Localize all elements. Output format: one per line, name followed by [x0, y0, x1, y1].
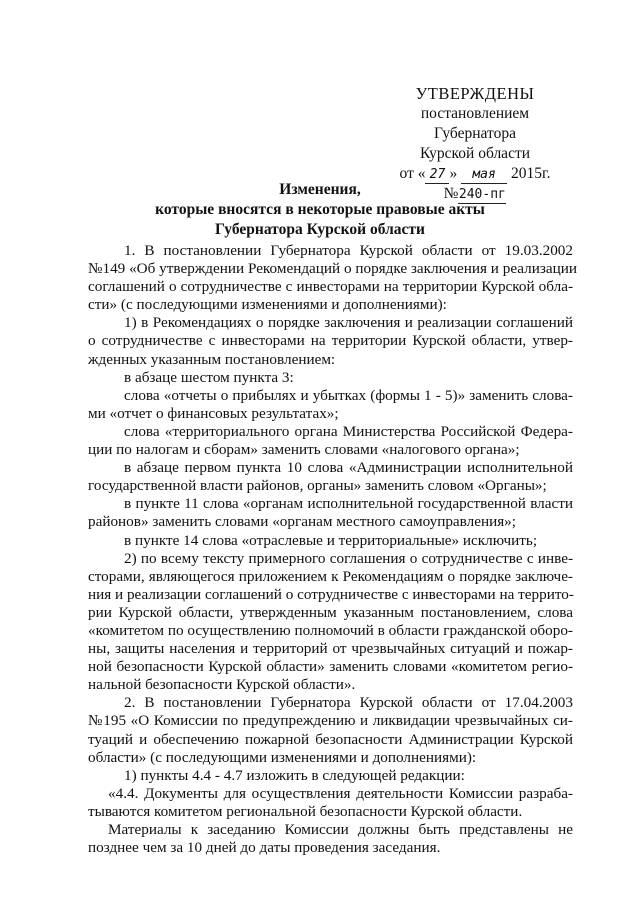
body-line: соглашений о сотрудничестве с инвесторами на территории Курской обла-	[88, 278, 573, 296]
approval-title: УТВЕРЖДЕНЫ	[415, 84, 535, 103]
body-line: в пункте 11 слова «органам исполнительной государственной власти	[124, 495, 573, 513]
body-line: ны, защиты населения и территорий от чрезвычайных ситуаций и пожар-	[88, 640, 573, 658]
approval-line-1: постановлением Губернатора	[420, 105, 530, 142]
heading-line-2: которые вносятся в некоторые правовые акты	[155, 201, 485, 218]
date-mid: »	[449, 165, 458, 182]
approval-line-2: Курской области	[419, 145, 531, 162]
body-line: 1) пункты 4.4 - 4.7 изложить в следующей редакции:	[124, 766, 465, 784]
body-line: рии Курской области, утвержденным указанным постановлением, слова	[88, 603, 573, 621]
body-line: тываются комитетом региональной безопасности Курской области.	[88, 802, 523, 820]
body-line: жденных указанным постановлением:	[88, 350, 336, 368]
body-line: в пункте 14 слова «отраслевые и территориальные» исключить;	[124, 531, 538, 549]
body-line: сти» (с последующими изменениями и дополнениями):	[88, 296, 447, 314]
body-line: ции по налогам и сборам» заменить словами «налогового органа»;	[88, 441, 520, 459]
body-line: «4.4. Документы для осуществления деятельности Комиссии разраба-	[108, 784, 573, 802]
body-line: государственной власти районов, органы» заменить словом «Органы»;	[88, 477, 547, 495]
body-line: ной безопасности Курской области» заменить словами «комитетом регио-	[88, 658, 573, 676]
body-line: слова «территориального органа Министерства Российской Федера-	[124, 422, 573, 440]
document-heading	[0, 180, 640, 240]
date-month: мая	[461, 167, 507, 184]
body-line: в абзаце первом пункта 10 слова «Администрации исполнительной	[124, 459, 573, 477]
date-year: 2015г.	[510, 165, 551, 182]
date-prefix: от «	[399, 165, 426, 182]
body-line: «комитетом по осуществлению полномочий в области гражданской оборо-	[88, 621, 573, 639]
body-line: в абзаце шестом пункта 3:	[124, 368, 294, 386]
body-line: ния и реализации соглашений о сотрудничестве с инвесторами на террито-	[88, 585, 574, 603]
body-line: №195 «О Комиссии по предупреждению и ликвидации чрезвычайных си-	[88, 712, 573, 730]
body-line: районов» заменить словами «органам местного самоуправления»;	[88, 513, 517, 531]
body-line: 2) по всему тексту примерного соглашения о сотрудничестве с инве-	[124, 549, 573, 567]
body-line: слова «отчеты о прибылях и убытках (формы 1 - 5)» заменить слова-	[124, 386, 573, 404]
body-line: 2. В постановлении Губернатора Курской области от 17.04.2003	[124, 694, 573, 712]
body-line: нальной безопасности Курской области».	[88, 676, 356, 694]
number-prefix: №	[443, 185, 459, 202]
body-line: туаций и обеспечению пожарной безопасности Администрации Курской	[88, 730, 573, 748]
body-line: позднее чем за 10 дней до даты проведения заседания.	[88, 839, 441, 857]
body-line: ми «отчет о финансовых результатах»;	[88, 404, 339, 422]
body-line: области» (с последующими изменениями и дополнениями):	[88, 748, 477, 766]
body-line: о сотрудничестве с инвесторами на территории Курской области, утвер-	[88, 332, 573, 350]
body-line: сторами, являющегося приложением к Рекомендациям о порядке заключе-	[88, 567, 573, 585]
heading-line-3: Губернатора Курской области	[215, 221, 425, 238]
date-day: 27	[425, 167, 449, 184]
heading-line-1: Изменения,	[279, 181, 361, 198]
document-body	[88, 242, 577, 857]
body-line: 1) в Рекомендациях о порядке заключения и реализации соглашений	[124, 314, 573, 332]
body-line: 1. В постановлении Губернатора Курской области от 19.03.2002	[124, 242, 573, 259]
body-line: Материалы к заседанию Комиссии должны быть представлены не	[108, 821, 573, 838]
body-line: №149 «Об утверждении Рекомендаций о порядке заключения и реализации	[88, 260, 577, 278]
number-value: 240-пг	[458, 187, 506, 202]
